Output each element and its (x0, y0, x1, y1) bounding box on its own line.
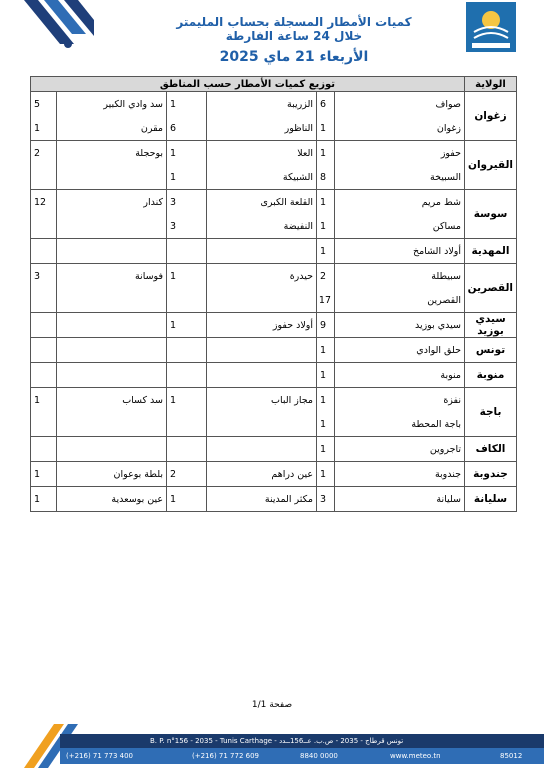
station-name: الشبيكة (207, 165, 317, 190)
table-row (31, 165, 517, 190)
footer-address: B. P. n°156 - 2035 - Tunis Carthage - تونس قرطاج - 2035 - ص.ب. عــ156ــدد (150, 737, 404, 745)
rainfall-value (31, 412, 57, 437)
station-name (57, 288, 167, 313)
station-name: عين بوسعدية (57, 487, 167, 512)
rainfall-value (31, 239, 57, 264)
station-name (57, 363, 167, 388)
station-name: نفزة (335, 388, 465, 413)
governorate-cell: باجة (465, 388, 517, 437)
table-row (31, 141, 517, 166)
footer-phone-2: (+216) 71 772 609 (192, 752, 259, 760)
header-governorate: الولاية (465, 77, 517, 92)
footer-phone-1: (+216) 71 773 400 (66, 752, 133, 760)
station-name (207, 288, 317, 313)
rainfall-value (167, 239, 207, 264)
rainfall-value: 1 (167, 388, 207, 413)
rainfall-value: 3 (31, 264, 57, 289)
rainfall-rows (31, 92, 517, 512)
station-name: بلطة بوعوان (57, 462, 167, 487)
rainfall-value: 1 (317, 239, 335, 264)
rainfall-value (31, 165, 57, 190)
rainfall-value: 1 (317, 141, 335, 166)
rainfall-value: 1 (31, 388, 57, 413)
station-name: حفوز (335, 141, 465, 166)
station-name (207, 338, 317, 363)
station-name (207, 363, 317, 388)
rainfall-value: 1 (167, 313, 207, 338)
rainfall-value: 6 (167, 116, 207, 141)
rainfall-value (167, 338, 207, 363)
station-name (207, 412, 317, 437)
governorate-cell: منوبة (465, 363, 517, 388)
rainfall-value: 1 (167, 264, 207, 289)
station-name: حيدرة (207, 264, 317, 289)
rainfall-value: 9 (317, 313, 335, 338)
station-name (207, 239, 317, 264)
footer-postal: 85012 (500, 752, 523, 760)
rainfall-value: 3 (167, 214, 207, 239)
station-name: مساكن (335, 214, 465, 239)
station-name: سيدي بوزيد (335, 313, 465, 338)
rainfall-value: 1 (31, 462, 57, 487)
rainfall-value: 2 (317, 264, 335, 289)
table-row (31, 264, 517, 289)
station-name: سبيطلة (335, 264, 465, 289)
station-name (207, 437, 317, 462)
station-name: أولاد الشامخ (335, 239, 465, 264)
governorate-cell: جندوبة (465, 462, 517, 487)
table-row (31, 288, 517, 313)
rainfall-value (31, 338, 57, 363)
station-name: مكثر المدينة (207, 487, 317, 512)
governorate-cell: المهدية (465, 239, 517, 264)
rainfall-value: 2 (31, 141, 57, 166)
station-name: فوسانة (57, 264, 167, 289)
table-row (31, 190, 517, 215)
governorate-cell: القيروان (465, 141, 517, 190)
footer-contact-bar (60, 748, 544, 764)
table-row (31, 437, 517, 462)
station-name: زغوان (335, 116, 465, 141)
rainfall-value: 1 (31, 487, 57, 512)
table-row (31, 313, 517, 338)
station-name (57, 437, 167, 462)
station-name (57, 412, 167, 437)
station-name (57, 313, 167, 338)
table-row (31, 116, 517, 141)
governorate-cell: القصرين (465, 264, 517, 313)
rainfall-value (167, 288, 207, 313)
rainfall-value: 6 (317, 92, 335, 117)
station-name: السبيخة (335, 165, 465, 190)
title-line-1: كميات الأمطار المسجلة بحساب المليمتر (176, 15, 412, 29)
station-name: مجاز الباب (207, 388, 317, 413)
station-name: العلا (207, 141, 317, 166)
station-name: سليانة (335, 487, 465, 512)
station-name: سد كساب (57, 388, 167, 413)
station-name: الزريبة (207, 92, 317, 117)
header-distribution: توزيع كميات الأمطار حسب المناطق (31, 77, 465, 92)
footer-address-bar (60, 734, 544, 748)
station-name: صواف (335, 92, 465, 117)
rainfall-value: 1 (167, 165, 207, 190)
title-line-2: خلال 24 ساعة الفارطة (225, 29, 363, 43)
table-row (31, 363, 517, 388)
rainfall-value: 1 (317, 437, 335, 462)
rainfall-value: 2 (167, 462, 207, 487)
station-name: القلعة الكبرى (207, 190, 317, 215)
station-name: الناظور (207, 116, 317, 141)
table-row (31, 338, 517, 363)
station-name (57, 165, 167, 190)
table-row (31, 388, 517, 413)
rainfall-value (31, 437, 57, 462)
rainfall-value: 3 (317, 487, 335, 512)
station-name: سد وادي الكبير (57, 92, 167, 117)
rainfall-value: 1 (31, 116, 57, 141)
station-name: القصرين (335, 288, 465, 313)
rainfall-value: 1 (317, 388, 335, 413)
footer-phone-3: 8840 0000 (300, 752, 338, 760)
station-name (57, 214, 167, 239)
rainfall-value: 1 (317, 116, 335, 141)
rainfall-value: 12 (31, 190, 57, 215)
rainfall-value: 1 (317, 214, 335, 239)
table-row (31, 239, 517, 264)
table-row (31, 214, 517, 239)
rainfall-value: 3 (167, 190, 207, 215)
table-row (31, 462, 517, 487)
station-name: تاجروين (335, 437, 465, 462)
station-name (57, 239, 167, 264)
station-name: بوحجلة (57, 141, 167, 166)
rainfall-value (167, 363, 207, 388)
station-name (57, 338, 167, 363)
station-name: عين دراهم (207, 462, 317, 487)
governorate-cell: زغوان (465, 92, 517, 141)
rainfall-value (167, 412, 207, 437)
station-name: منوبة (335, 363, 465, 388)
station-name: النفيضة (207, 214, 317, 239)
rainfall-value: 1 (167, 141, 207, 166)
governorate-cell: الكاف (465, 437, 517, 462)
rainfall-value: 1 (317, 190, 335, 215)
page-number: صفحة 1/1 (251, 700, 293, 710)
governorate-cell: سليانة (465, 487, 517, 512)
table-row (31, 412, 517, 437)
rainfall-value (31, 363, 57, 388)
rainfall-value: 17 (317, 288, 335, 313)
rainfall-value (167, 437, 207, 462)
station-name: باجة المحطة (335, 412, 465, 437)
rainfall-value: 5 (31, 92, 57, 117)
report-date: الأربعاء 21 ماي 2025 (219, 49, 369, 65)
rainfall-value (31, 313, 57, 338)
rainfall-value: 1 (317, 338, 335, 363)
rainfall-value (31, 214, 57, 239)
station-name: جندوبة (335, 462, 465, 487)
rainfall-table (30, 76, 517, 512)
footer (0, 724, 544, 770)
table-row (31, 92, 517, 117)
rainfall-value: 1 (167, 487, 207, 512)
footer-website[interactable]: www.meteo.tn (390, 752, 441, 760)
rainfall-value: 1 (317, 363, 335, 388)
station-name: أولاد حفوز (207, 313, 317, 338)
rainfall-value: 1 (317, 412, 335, 437)
governorate-cell: سوسة (465, 190, 517, 239)
station-name: كندار (57, 190, 167, 215)
rainfall-value: 1 (167, 92, 207, 117)
station-name: حلق الوادي (335, 338, 465, 363)
station-name: شط مريم (335, 190, 465, 215)
governorate-cell: سيدي بوزيد (465, 313, 517, 338)
rainfall-value: 8 (317, 165, 335, 190)
rainfall-value (31, 288, 57, 313)
governorate-cell: تونس (465, 338, 517, 363)
rainfall-value: 1 (317, 462, 335, 487)
table-row (31, 487, 517, 512)
station-name: مقرن (57, 116, 167, 141)
